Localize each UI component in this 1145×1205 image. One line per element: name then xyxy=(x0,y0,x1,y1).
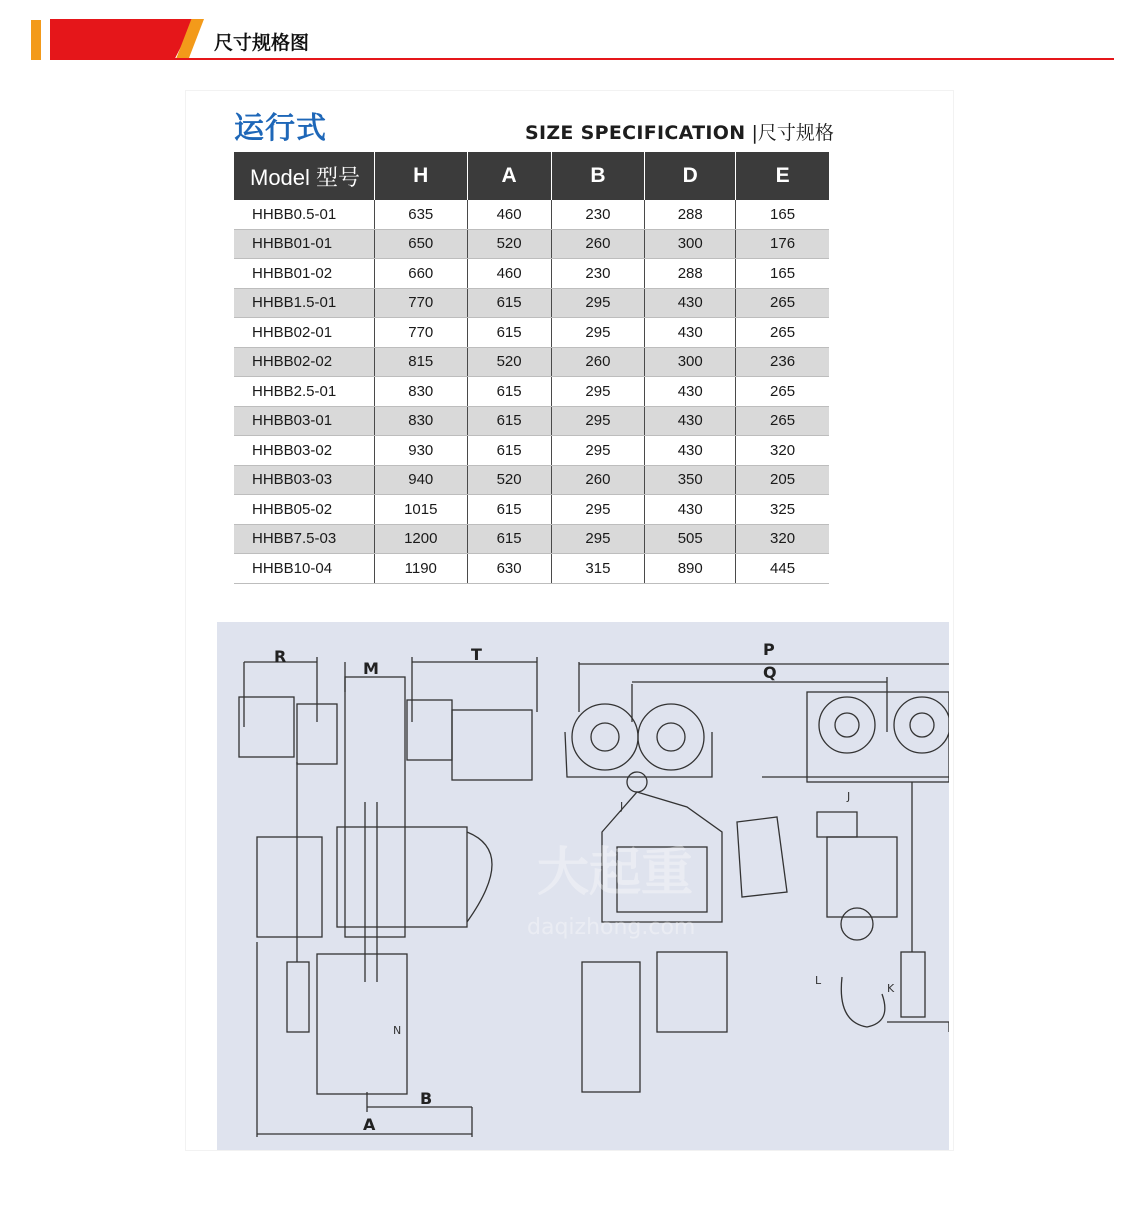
value-cell: 615 xyxy=(467,436,551,466)
table-row xyxy=(234,200,829,229)
dim-label-m: M xyxy=(363,659,379,678)
value-cell: 295 xyxy=(551,524,645,554)
value-cell: 770 xyxy=(374,318,467,348)
value-cell: 830 xyxy=(374,377,467,407)
model-cell: HHBB10-04 xyxy=(234,554,374,584)
product-type-title: 运行式 xyxy=(234,111,327,146)
dim-label-q: Q xyxy=(763,663,777,682)
model-cell: HHBB05-02 xyxy=(234,495,374,525)
value-cell: 430 xyxy=(645,436,736,466)
spec-en: SIZE SPECIFICATION xyxy=(525,122,746,144)
value-cell: 770 xyxy=(374,288,467,318)
value-cell: 265 xyxy=(736,318,829,348)
value-cell: 295 xyxy=(551,406,645,436)
value-cell: 890 xyxy=(645,554,736,584)
size-spec-heading xyxy=(525,118,834,145)
value-cell: 320 xyxy=(736,436,829,466)
model-cell: HHBB01-01 xyxy=(234,229,374,259)
table-row xyxy=(234,465,829,495)
col-b: B xyxy=(551,152,645,200)
table-row xyxy=(234,495,829,525)
model-cell: HHBB1.5-01 xyxy=(234,288,374,318)
value-cell: 615 xyxy=(467,377,551,407)
value-cell: 236 xyxy=(736,347,829,377)
dim-label-n: N xyxy=(393,1024,402,1037)
value-cell: 615 xyxy=(467,288,551,318)
spec-separator: | xyxy=(751,122,758,144)
col-e: E xyxy=(736,152,829,200)
value-cell: 295 xyxy=(551,377,645,407)
col-model: Model 型号 xyxy=(234,152,374,200)
model-cell: HHBB2.5-01 xyxy=(234,377,374,407)
value-cell: 505 xyxy=(645,524,736,554)
table-row xyxy=(234,229,829,259)
model-cell: HHBB03-02 xyxy=(234,436,374,466)
value-cell: 615 xyxy=(467,495,551,525)
dim-label-l: L xyxy=(815,974,822,987)
value-cell: 176 xyxy=(736,229,829,259)
header-accent-bar xyxy=(31,20,41,60)
model-cell: HHBB02-01 xyxy=(234,318,374,348)
watermark-cn: 大起重 xyxy=(537,843,694,903)
value-cell: 1200 xyxy=(374,524,467,554)
value-cell: 320 xyxy=(736,524,829,554)
model-cell: HHBB03-03 xyxy=(234,465,374,495)
table-header-row xyxy=(234,152,829,200)
dim-label-r: R xyxy=(274,647,287,666)
col-a: A xyxy=(467,152,551,200)
table-row xyxy=(234,318,829,348)
value-cell: 260 xyxy=(551,347,645,377)
table-row xyxy=(234,377,829,407)
value-cell: 615 xyxy=(467,524,551,554)
model-cell: HHBB7.5-03 xyxy=(234,524,374,554)
value-cell: 460 xyxy=(467,200,551,229)
dim-label-a: A xyxy=(363,1115,376,1134)
value-cell: 430 xyxy=(645,288,736,318)
value-cell: 615 xyxy=(467,318,551,348)
value-cell: 315 xyxy=(551,554,645,584)
table-row xyxy=(234,259,829,289)
dim-label-b: B xyxy=(420,1089,433,1108)
value-cell: 520 xyxy=(467,347,551,377)
value-cell: 1015 xyxy=(374,495,467,525)
value-cell: 520 xyxy=(467,229,551,259)
dim-label-t: T xyxy=(471,645,482,664)
dim-label-j-right: J xyxy=(847,790,851,803)
table-row xyxy=(234,436,829,466)
drawing-svg xyxy=(217,622,949,1150)
size-spec-table xyxy=(234,152,829,584)
value-cell: 265 xyxy=(736,377,829,407)
value-cell: 260 xyxy=(551,229,645,259)
col-h: H xyxy=(374,152,467,200)
value-cell: 265 xyxy=(736,406,829,436)
value-cell: 430 xyxy=(645,406,736,436)
value-cell: 630 xyxy=(467,554,551,584)
value-cell: 1190 xyxy=(374,554,467,584)
value-cell: 300 xyxy=(645,347,736,377)
value-cell: 430 xyxy=(645,318,736,348)
value-cell: 660 xyxy=(374,259,467,289)
model-cell: HHBB03-01 xyxy=(234,406,374,436)
table-row xyxy=(234,406,829,436)
model-cell: HHBB02-02 xyxy=(234,347,374,377)
value-cell: 940 xyxy=(374,465,467,495)
section-title: 尺寸规格图 xyxy=(214,32,310,54)
value-cell: 295 xyxy=(551,495,645,525)
value-cell: 288 xyxy=(645,200,736,229)
value-cell: 295 xyxy=(551,436,645,466)
value-cell: 350 xyxy=(645,465,736,495)
value-cell: 295 xyxy=(551,288,645,318)
value-cell: 260 xyxy=(551,465,645,495)
model-cell: HHBB01-02 xyxy=(234,259,374,289)
table-row xyxy=(234,554,829,584)
value-cell: 205 xyxy=(736,465,829,495)
header-divider xyxy=(50,58,1114,60)
hoist-dimension-drawing xyxy=(217,622,949,1150)
dim-label-j-mid: J xyxy=(620,800,624,813)
spec-cn: 尺寸规格 xyxy=(757,122,834,144)
watermark-url: daqizhong.com xyxy=(527,915,696,940)
value-cell: 288 xyxy=(645,259,736,289)
value-cell: 295 xyxy=(551,318,645,348)
value-cell: 635 xyxy=(374,200,467,229)
value-cell: 300 xyxy=(645,229,736,259)
value-cell: 230 xyxy=(551,200,645,229)
value-cell: 430 xyxy=(645,495,736,525)
header-red-block xyxy=(50,19,195,59)
table-row xyxy=(234,288,829,318)
value-cell: 615 xyxy=(467,406,551,436)
value-cell: 430 xyxy=(645,377,736,407)
value-cell: 445 xyxy=(736,554,829,584)
value-cell: 165 xyxy=(736,200,829,229)
value-cell: 165 xyxy=(736,259,829,289)
value-cell: 830 xyxy=(374,406,467,436)
table-row xyxy=(234,347,829,377)
model-cell: HHBB0.5-01 xyxy=(234,200,374,229)
col-d: D xyxy=(645,152,736,200)
value-cell: 325 xyxy=(736,495,829,525)
value-cell: 650 xyxy=(374,229,467,259)
value-cell: 460 xyxy=(467,259,551,289)
value-cell: 930 xyxy=(374,436,467,466)
dim-label-k: K xyxy=(887,982,895,995)
value-cell: 520 xyxy=(467,465,551,495)
dim-label-p: P xyxy=(763,640,775,659)
value-cell: 815 xyxy=(374,347,467,377)
value-cell: 265 xyxy=(736,288,829,318)
value-cell: 230 xyxy=(551,259,645,289)
table-row xyxy=(234,524,829,554)
